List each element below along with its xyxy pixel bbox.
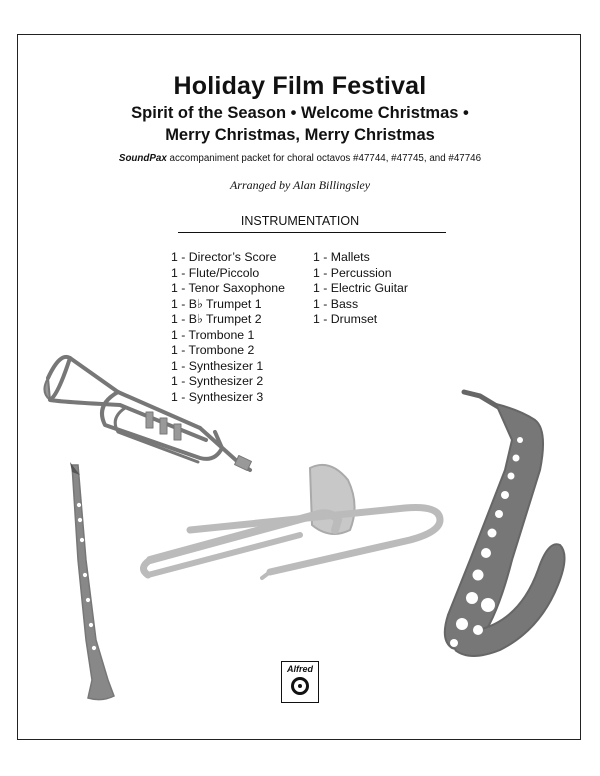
publisher-logo: [281, 661, 319, 703]
subtitle-line-2: Merry Christmas, Merry Christmas: [165, 126, 435, 144]
subtitle-line-1: Spirit of the Season • Welcome Christmas •: [131, 104, 469, 122]
list-item: 1 - Flute/Piccolo: [171, 265, 260, 280]
list-item: 1 - Bass: [313, 296, 359, 311]
publisher-logo-text: Alfred: [286, 664, 313, 674]
instrumentation-heading: INSTRUMENTATION: [240, 214, 360, 228]
saxophone-icon: [445, 392, 565, 656]
list-item: 1 - B♭ Trumpet 1: [171, 296, 262, 311]
packet-description: accompaniment packet for choral octavos #47744, #47745, and #47746: [166, 153, 482, 164]
list-item: 1 - Trombone 2: [171, 343, 255, 357]
list-item: 1 - Synthesizer 3: [171, 389, 264, 404]
list-item: 1 - B♭ Trumpet 2: [171, 312, 262, 326]
list-item: 1 - Director’s Score: [171, 250, 277, 264]
list-item: 1 - Synthesizer 1: [171, 358, 264, 373]
clarinet-icon: [70, 462, 114, 700]
alfred-logo-icon: [291, 677, 309, 695]
list-item: 1 - Trombone 1: [171, 327, 255, 342]
trumpet-icon: [44, 357, 251, 471]
list-item: 1 - Mallets: [313, 250, 370, 264]
list-item: 1 - Percussion: [313, 265, 392, 280]
list-item: 1 - Drumset: [313, 312, 378, 326]
list-item: 1 - Tenor Saxophone: [171, 281, 285, 295]
trombone-icon: [143, 465, 440, 578]
list-item: 1 - Electric Guitar: [313, 281, 408, 295]
brand-name: SoundPax: [118, 153, 167, 164]
list-item: 1 - Synthesizer 2: [171, 374, 264, 388]
page-title: Holiday Film Festival: [173, 72, 427, 100]
arranger-credit: Arranged by Alan Billingsley: [229, 178, 371, 192]
